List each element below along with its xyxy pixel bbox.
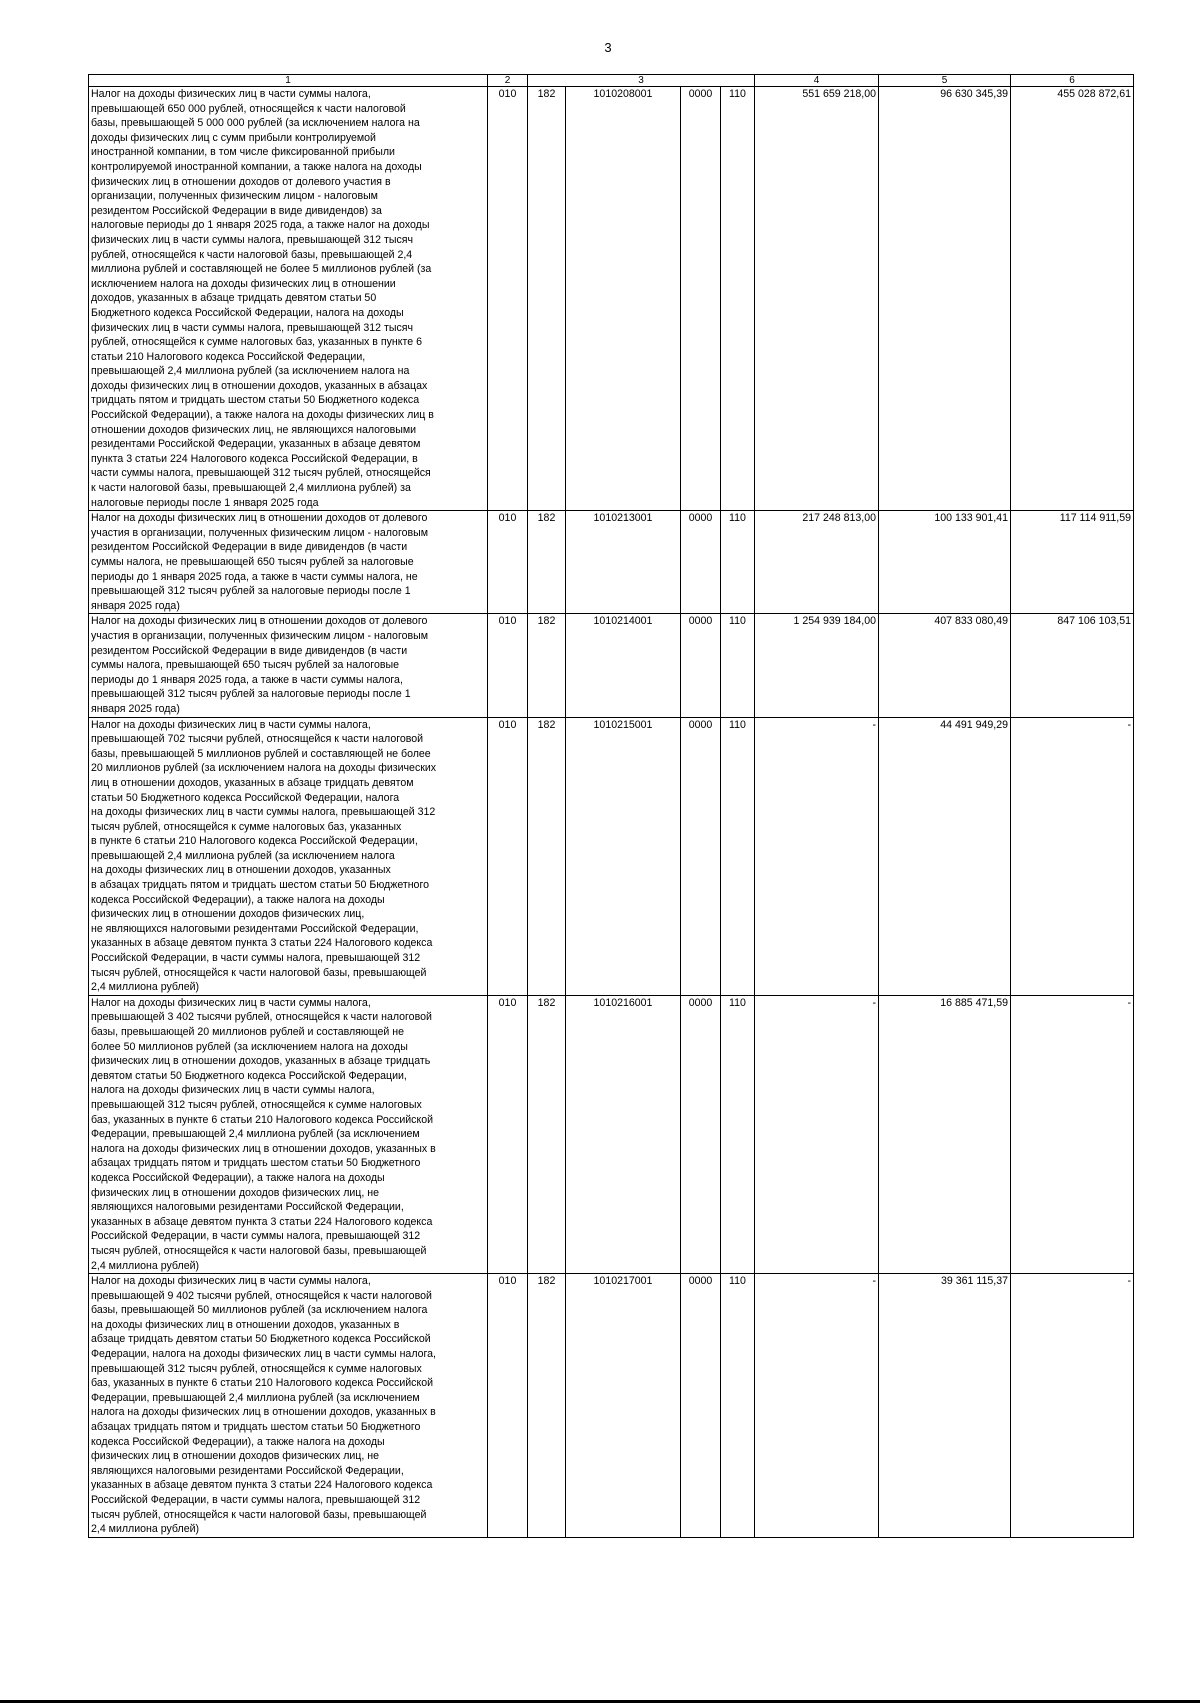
row-code-b: 182 [528,87,566,511]
row-col5-amount: 39 361 115,37 [879,1274,1011,1538]
row-col5-amount: 96 630 345,39 [879,87,1011,511]
row-code-a: 010 [488,87,528,511]
row-code-d: 110 [721,87,755,511]
row-code-a: 010 [488,717,528,995]
row-code-b: 182 [528,995,566,1273]
page-bottom-rule [0,1700,1200,1703]
row-description: Налог на доходы физических лиц в отношении доходов от долевого участия в организации, полученных физическим лицом - налоговым резидентом Российской Федерации в виде дивидендов (в части суммы налога, превышающей 650 тысяч рублей за налоговые периоды до 1 января 2025 года, а также в части суммы налога, превышающей 312 тысяч рублей за налоговые периоды после 1 января 2025 года) [89,614,488,717]
row-code-b: 182 [528,717,566,995]
table-row [89,511,1134,614]
row-description: Налог на доходы физических лиц в части суммы налога, превышающей 9 402 тысячи рублей, относящейся к части налоговой базы, превышающей 50 миллионов рублей (за исключением налога на доходы физических лиц в отношении доходов, указанных в абзаце тридцать девятом статьи 50 Бюджетного кодекса Российской Федерации, налога на доходы физических лиц в части суммы налога, превышающей 312 тысяч рублей, относящейся к сумме налоговых баз, указанных в пункте 6 статьи 210 Налогового кодекса Российской Федерации, превышающей 2,4 миллиона рублей (за исключением налога на доходы физических лиц в отношении доходов, указанных в абзацах тридцать пятом и тридцать шестом статьи 50 Бюджетного кодекса Российской Федерации), а также налога на доходы физических лиц в отношении доходов физических лиц, не являющихся налоговыми резидентами Российской Федерации, указанных в абзаце девятом пункта 3 статьи 224 Налогового кодекса Российской Федерации, в части суммы налога, превышающей 312 тысяч рублей, относящейся к части налоговой базы, превышающей 2,4 миллиона рублей) [89,1274,488,1538]
row-code-b: 182 [528,614,566,717]
header-col-3: 3 [528,75,755,87]
row-code-a: 010 [488,1274,528,1538]
row-code-c: 0000 [681,995,721,1273]
row-code-c: 0000 [681,1274,721,1538]
table-header-row [89,75,1134,87]
row-col5-amount: 100 133 901,41 [879,511,1011,614]
row-col4-amount: - [755,1274,879,1538]
row-code-c: 0000 [681,614,721,717]
row-col4-amount: - [755,995,879,1273]
row-description: Налог на доходы физических лиц в части суммы налога, превышающей 702 тысячи рублей, относящейся к части налоговой базы, превышающей 5 миллионов рублей и составляющей не более 20 миллионов рублей (за исключением налога на доходы физических лиц в отношении доходов, указанных в абзаце тридцать девятом статьи 50 Бюджетного кодекса Российской Федерации, налога на доходы физических лиц в части суммы налога, превышающей 312 тысяч рублей, относящейся к сумме налоговых баз, указанных в пункте 6 статьи 210 Налогового кодекса Российской Федерации, превышающей 2,4 миллиона рублей (за исключением налога на доходы физических лиц в отношении доходов, указанных в абзацах тридцать пятом и тридцать шестом статьи 50 Бюджетного кодекса Российской Федерации), а также налога на доходы физических лиц в отношении доходов физических лиц, не являющихся налоговыми резидентами Российской Федерации, указанных в абзаце девятом пункта 3 статьи 224 Налогового кодекса Российской Федерации, в части суммы налога, превышающей 312 тысяч рублей, относящейся к части налоговой базы, превышающей 2,4 миллиона рублей) [89,717,488,995]
row-col5-amount: 44 491 949,29 [879,717,1011,995]
table-row [89,614,1134,717]
row-code-d: 110 [721,995,755,1273]
header-col-4: 4 [755,75,879,87]
table-row [89,717,1134,995]
row-kbk: 1010208001 [566,87,681,511]
row-code-d: 110 [721,511,755,614]
row-description: Налог на доходы физических лиц в отношении доходов от долевого участия в организации, полученных физическим лицом - налоговым резидентом Российской Федерации в виде дивидендов (в части суммы налога, не превышающей 650 тысяч рублей за налоговые периоды до 1 января 2025 года, а также в части суммы налога, не превышающей 312 тысяч рублей за налоговые периоды после 1 января 2025 года) [89,511,488,614]
row-col6-amount: - [1011,717,1134,995]
row-code-a: 010 [488,995,528,1273]
header-col-5: 5 [879,75,1011,87]
row-description: Налог на доходы физических лиц в части суммы налога, превышающей 3 402 тысячи рублей, относящейся к части налоговой базы, превышающей 20 миллионов рублей и составляющей не более 50 миллионов рублей (за исключением налога на доходы физических лиц в отношении доходов, указанных в абзаце тридцать девятом статьи 50 Бюджетного кодекса Российской Федерации, налога на доходы физических лиц в части суммы налога, превышающей 312 тысяч рублей, относящейся к сумме налоговых баз, указанных в пункте 6 статьи 210 Налогового кодекса Российской Федерации, превышающей 2,4 миллиона рублей (за исключением налога на доходы физических лиц в отношении доходов, указанных в абзацах тридцать пятом и тридцать шестом статьи 50 Бюджетного кодекса Российской Федерации), а также налога на доходы физических лиц в отношении доходов физических лиц, не являющихся налоговыми резидентами Российской Федерации, указанных в абзаце девятом пункта 3 статьи 224 Налогового кодекса Российской Федерации, в части суммы налога, превышающей 312 тысяч рублей, относящейся к части налоговой базы, превышающей 2,4 миллиона рублей) [89,995,488,1273]
row-code-b: 182 [528,1274,566,1538]
row-code-a: 010 [488,614,528,717]
row-code-c: 0000 [681,717,721,995]
row-col4-amount: - [755,717,879,995]
row-col4-amount: 551 659 218,00 [755,87,879,511]
row-col6-amount: 847 106 103,51 [1011,614,1134,717]
row-code-d: 110 [721,717,755,995]
row-col4-amount: 1 254 939 184,00 [755,614,879,717]
row-code-c: 0000 [681,87,721,511]
row-kbk: 1010214001 [566,614,681,717]
revenue-table [88,74,1134,1538]
row-kbk: 1010215001 [566,717,681,995]
table-row [89,1274,1134,1538]
table-row [89,995,1134,1273]
table-row [89,87,1134,511]
row-col6-amount: - [1011,995,1134,1273]
header-col-2: 2 [488,75,528,87]
row-code-b: 182 [528,511,566,614]
row-kbk: 1010217001 [566,1274,681,1538]
row-col5-amount: 407 833 080,49 [879,614,1011,717]
row-kbk: 1010216001 [566,995,681,1273]
row-description: Налог на доходы физических лиц в части суммы налога, превышающей 650 000 рублей, относящейся к части налоговой базы, превышающей 5 000 000 рублей (за исключением налога на доходы физических лиц с сумм прибыли контролируемой иностранной компании, в том числе фиксированной прибыли контролируемой иностранной компании, а также налога на доходы физических лиц в отношении доходов от долевого участия в организации, полученных физическим лицом - налоговым резидентом Российской Федерации в виде дивидендов) за налоговые периоды до 1 января 2025 года, а также налог на доходы физических лиц в части суммы налога, превышающей 312 тысяч рублей, относящейся к части налоговой базы, превышающей 2,4 миллиона рублей и составляющей не более 5 миллионов рублей (за исключением налога на доходы физических лиц в отношении доходов, указанных в абзаце тридцать девятом статьи 50 Бюджетного кодекса Российской Федерации, налога на доходы физических лиц в части суммы налога, превышающей 312 тысяч рублей, относящейся к сумме налоговых баз, указанных в пункте 6 статьи 210 Налогового кодекса Российской Федерации, превышающей 2,4 миллиона рублей (за исключением налога на доходы физических лиц в отношении доходов, указанных в абзацах тридцать пятом и тридцать шестом статьи 50 Бюджетного кодекса Российской Федерации), а также налога на доходы физических лиц в отношении доходов физических лиц, не являющихся налоговыми резидентами Российской Федерации, указанных в абзаце девятом пункта 3 статьи 224 Налогового кодекса Российской Федерации, в части суммы налога, превышающей 312 тысяч рублей, относящейся к части налоговой базы, превышающей 2,4 миллиона рублей) за налоговые периоды после 1 января 2025 года [89,87,488,511]
row-code-d: 110 [721,1274,755,1538]
row-col5-amount: 16 885 471,59 [879,995,1011,1273]
row-code-c: 0000 [681,511,721,614]
row-code-a: 010 [488,511,528,614]
row-col6-amount: 117 114 911,59 [1011,511,1134,614]
row-col4-amount: 217 248 813,00 [755,511,879,614]
row-col6-amount: 455 028 872,61 [1011,87,1134,511]
page-number: 3 [604,40,612,55]
row-kbk: 1010213001 [566,511,681,614]
row-code-d: 110 [721,614,755,717]
header-col-1: 1 [89,75,488,87]
header-col-6: 6 [1011,75,1134,87]
row-col6-amount: - [1011,1274,1134,1538]
